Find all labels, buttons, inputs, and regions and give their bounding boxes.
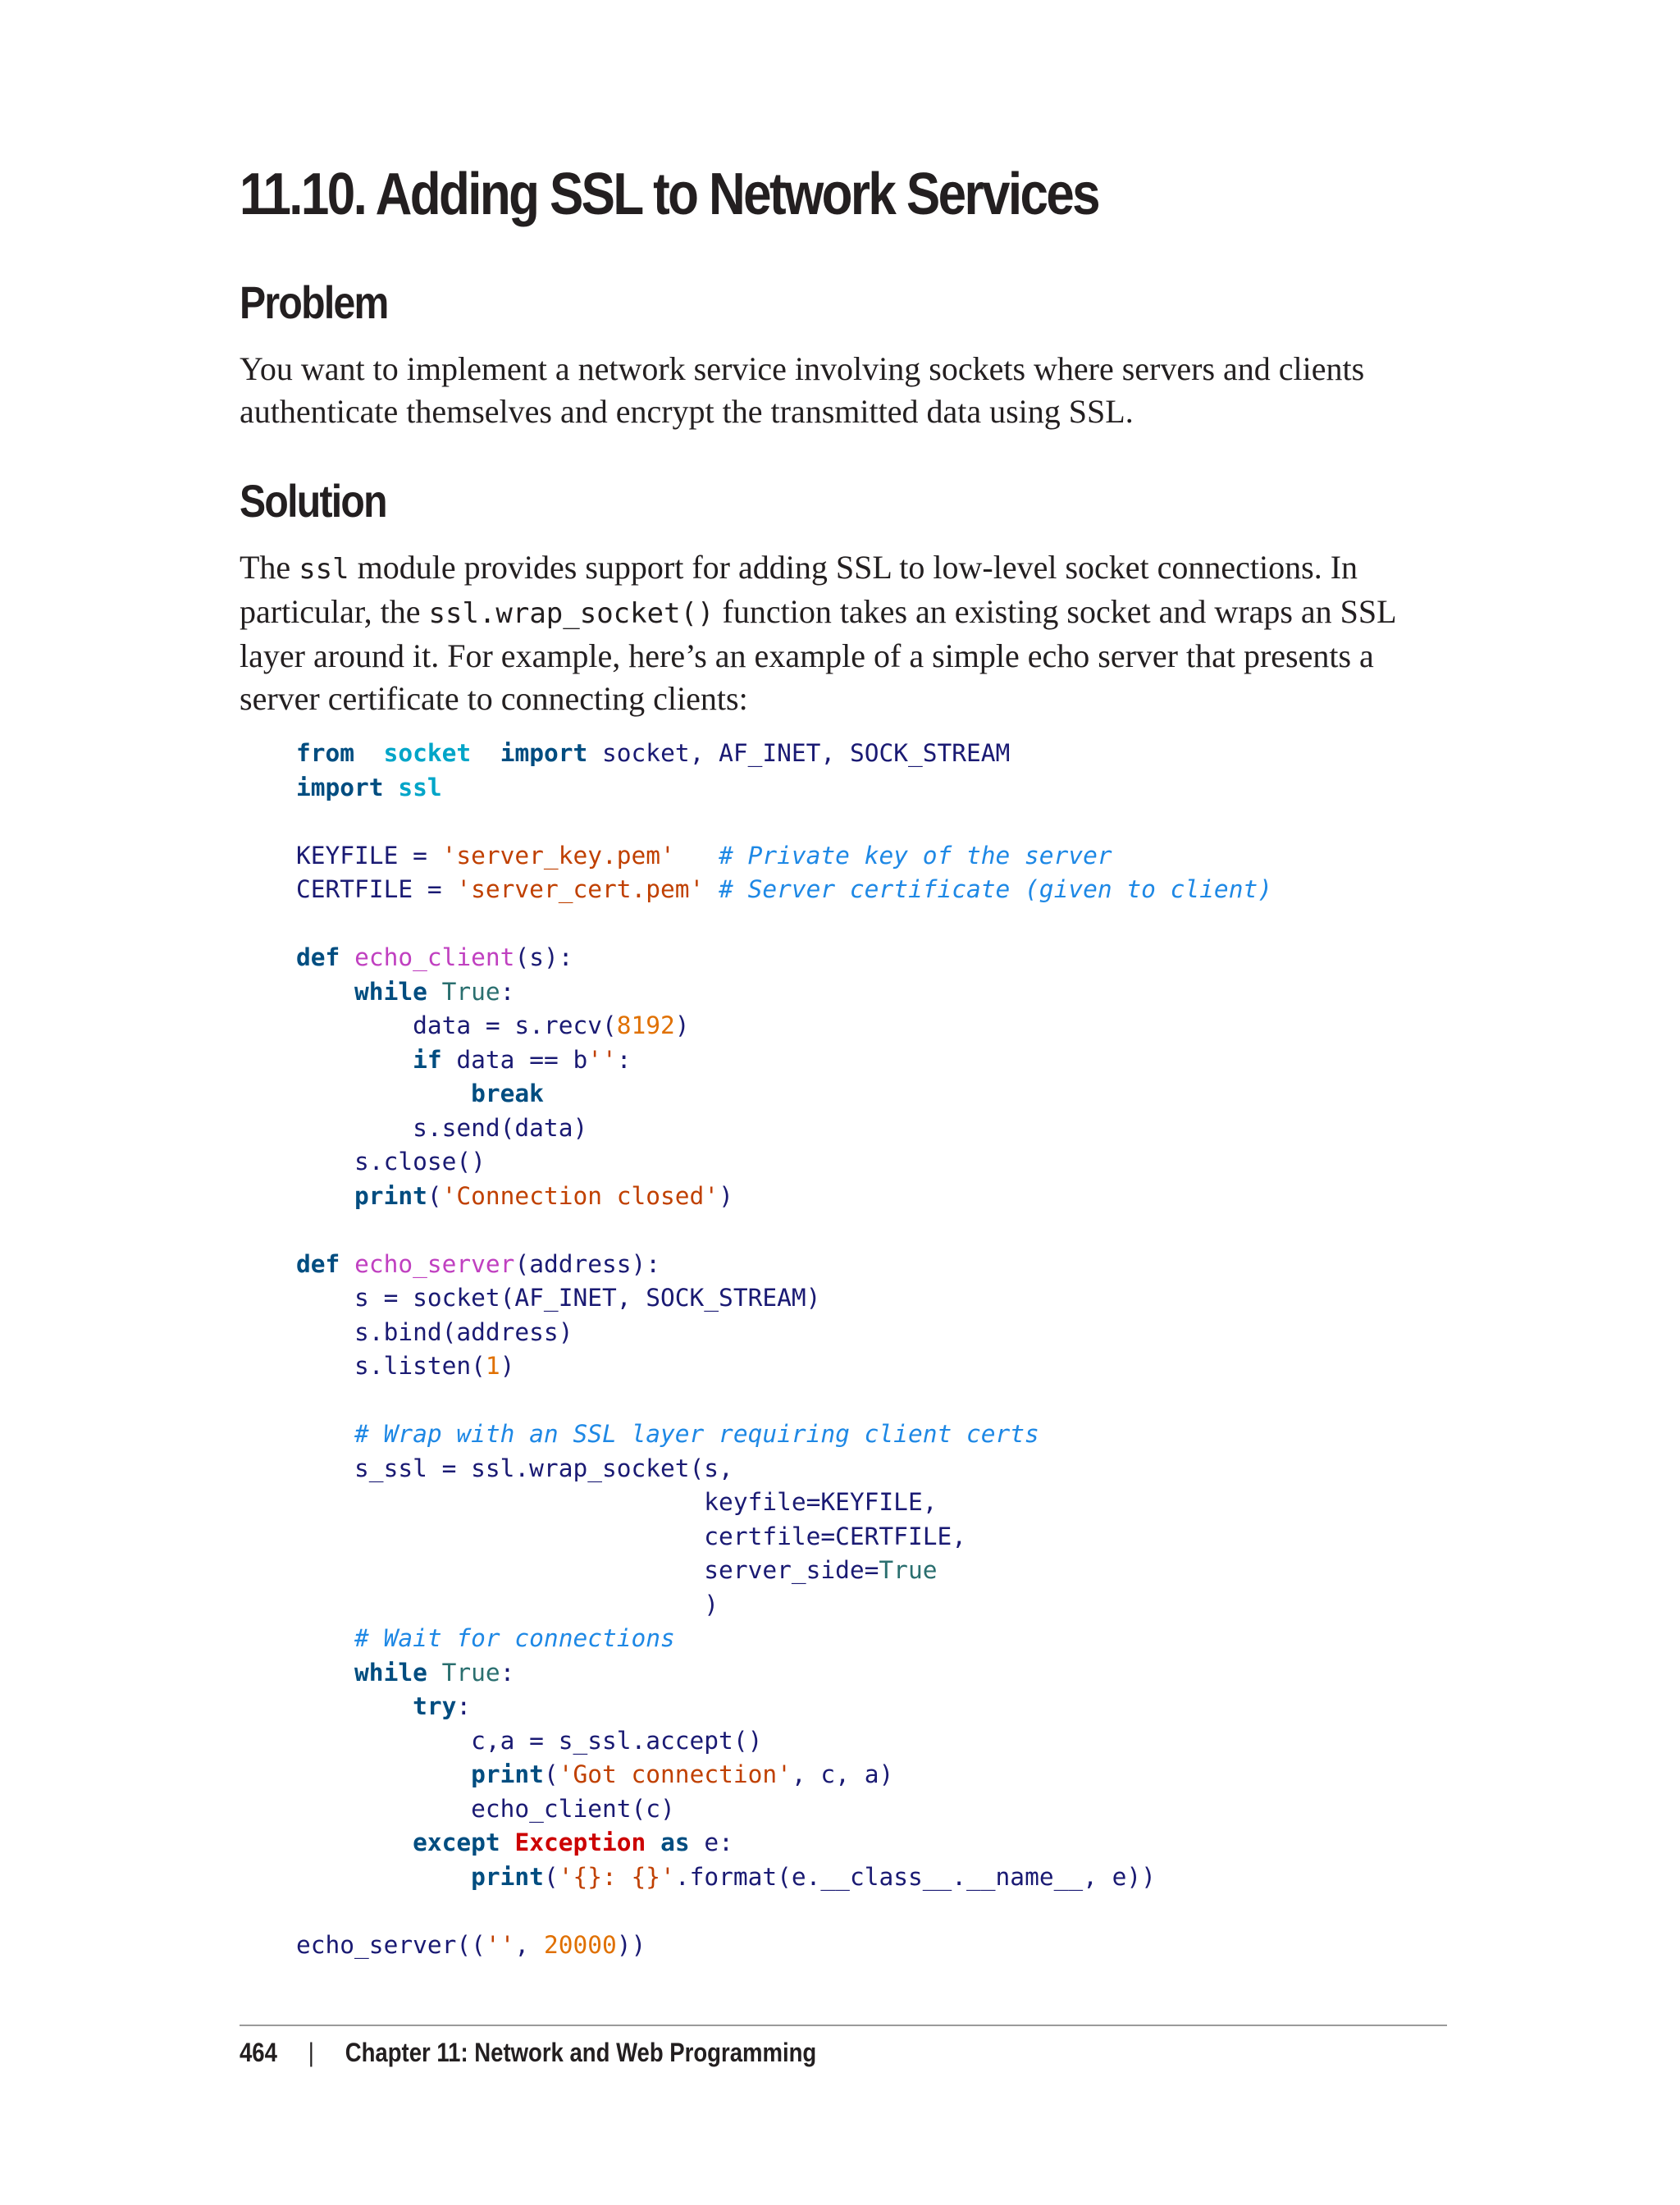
code-token xyxy=(296,1080,471,1107)
code-token: ssl xyxy=(398,773,442,801)
code-token: except xyxy=(413,1828,500,1856)
problem-line-2: authenticate themselves and encrypt the transmitted data using SSL. xyxy=(240,393,1134,430)
problem-line-1: You want to implement a network service involving sockets where servers and clients xyxy=(240,350,1365,387)
code-token: (address): xyxy=(514,1249,661,1278)
solution-text: module provides support for adding SSL to low-level socket connections. In xyxy=(349,549,1358,586)
solution-line-4: server certificate to connecting clients: xyxy=(240,680,748,717)
code-token: : xyxy=(456,1692,472,1720)
code-token xyxy=(340,1250,354,1278)
code-token: 'Got connection' xyxy=(558,1760,792,1788)
solution-line-3: layer around it. For example, here’s an example of a simple echo server that presents a xyxy=(240,637,1374,674)
code-token: server_side= xyxy=(296,1556,879,1584)
code-token: socket xyxy=(383,739,472,767)
code-token: ( xyxy=(427,1181,442,1210)
code-token xyxy=(296,978,354,1006)
code-token: while xyxy=(354,1658,427,1687)
code-token: KEYFILE = xyxy=(296,841,442,870)
code-token: , xyxy=(514,1930,544,1959)
code-token: 'server_key.pem' xyxy=(441,841,675,870)
code-line xyxy=(296,1520,1272,1554)
page-footer xyxy=(240,2038,816,2068)
inline-code-wrap-socket: ssl.wrap_socket() xyxy=(428,597,714,630)
code-token: echo_client xyxy=(354,943,515,971)
code-token xyxy=(296,1182,354,1210)
code-token: def xyxy=(296,1249,340,1278)
code-token: s.bind(address) xyxy=(296,1317,573,1346)
code-line xyxy=(296,1588,1272,1623)
code-line xyxy=(296,771,1272,806)
code-token xyxy=(704,875,719,903)
code-token xyxy=(427,978,442,1006)
chapter-title: Chapter 11: Network and Web Programming xyxy=(345,2038,817,2067)
code-token: import xyxy=(296,773,384,801)
code-token xyxy=(296,1760,471,1788)
code-line xyxy=(296,1316,1272,1350)
code-token: True xyxy=(441,1658,500,1687)
code-token: e: xyxy=(689,1828,733,1856)
section-title: 11.10. Adding SSL to Network Services xyxy=(240,162,1099,227)
code-token: ) xyxy=(500,1352,515,1380)
solution-text: particular, the xyxy=(240,593,429,630)
code-token: c,a = s_ssl.accept() xyxy=(296,1726,763,1755)
solution-text: function takes an existing socket and wraps an SSL xyxy=(714,593,1397,630)
code-token: , c, a) xyxy=(791,1760,894,1788)
code-line xyxy=(296,1929,1272,1963)
code-token: certfile=CERTFILE, xyxy=(296,1522,966,1550)
code-token xyxy=(296,1624,354,1652)
code-token: : xyxy=(616,1045,632,1074)
code-token: s.send(data) xyxy=(296,1113,588,1142)
code-token xyxy=(427,1659,442,1687)
code-line xyxy=(296,1418,1272,1452)
code-token: # Wait for connections xyxy=(354,1624,675,1652)
code-token: '' xyxy=(485,1930,515,1959)
code-token: ( xyxy=(543,1760,559,1788)
code-token xyxy=(296,1863,471,1891)
code-token: ) xyxy=(674,1011,690,1039)
code-token: # Private key of the server xyxy=(719,841,1112,870)
code-token xyxy=(340,943,354,971)
code-token: echo_client(c) xyxy=(296,1794,675,1823)
code-token: try xyxy=(413,1692,457,1720)
code-token: CERTFILE = xyxy=(296,875,457,903)
code-line xyxy=(296,1792,1272,1827)
code-token: keyfile=KEYFILE, xyxy=(296,1488,938,1516)
inline-code-ssl: ssl xyxy=(299,553,349,586)
code-token: # Server certificate (given to client) xyxy=(719,875,1272,903)
code-token: as xyxy=(660,1828,690,1856)
code-token: True xyxy=(441,977,500,1006)
code-line xyxy=(296,1281,1272,1316)
code-token: def xyxy=(296,943,340,971)
code-token: print xyxy=(354,1181,427,1210)
code-token: echo_server(( xyxy=(296,1930,486,1959)
solution-line-1 xyxy=(240,546,1445,591)
code-token: # Wrap with an SSL layer requiring client certs xyxy=(354,1420,1039,1448)
page-number: 464 xyxy=(240,2038,277,2067)
code-line xyxy=(296,1213,1272,1248)
footer-separator: | xyxy=(308,2038,314,2067)
code-token: data == b xyxy=(441,1045,588,1074)
code-token: s = socket(AF_INET, SOCK_STREAM) xyxy=(296,1284,821,1312)
solution-heading: Solution xyxy=(240,475,386,527)
code-line xyxy=(296,1758,1272,1792)
code-line xyxy=(296,737,1272,771)
code-token xyxy=(471,739,500,767)
code-line xyxy=(296,1043,1272,1078)
code-token: print xyxy=(471,1760,544,1788)
code-line xyxy=(296,1452,1272,1486)
code-line xyxy=(296,907,1272,942)
code-token: if xyxy=(413,1045,442,1074)
code-listing xyxy=(296,737,1272,1962)
code-line xyxy=(296,1724,1272,1759)
code-token: ) xyxy=(719,1181,733,1210)
code-line xyxy=(296,1656,1272,1691)
code-token: while xyxy=(354,977,427,1006)
code-token: ( xyxy=(543,1862,559,1891)
code-token: print xyxy=(471,1862,544,1891)
code-line xyxy=(296,805,1272,839)
code-token: )) xyxy=(616,1930,646,1959)
code-line xyxy=(296,1554,1272,1588)
code-token xyxy=(296,1828,413,1856)
code-line xyxy=(296,1384,1272,1418)
code-token: s.listen( xyxy=(296,1352,486,1380)
code-token: data = s.recv( xyxy=(296,1011,617,1039)
footer-divider xyxy=(240,2025,1447,2026)
code-token: '' xyxy=(587,1045,617,1074)
solution-paragraph xyxy=(240,546,1445,720)
code-token: 1 xyxy=(485,1352,500,1380)
code-line xyxy=(296,1826,1272,1860)
code-token: .format(e.__class__.__name__, e)) xyxy=(674,1862,1156,1891)
code-token xyxy=(675,842,719,870)
code-line xyxy=(296,1180,1272,1214)
code-token: s_ssl = ssl.wrap_socket(s, xyxy=(296,1454,733,1482)
code-token: echo_server xyxy=(354,1249,515,1278)
code-token: s.close() xyxy=(296,1148,486,1176)
code-line xyxy=(296,1349,1272,1384)
code-token: break xyxy=(471,1080,544,1107)
code-line xyxy=(296,1077,1272,1112)
code-line xyxy=(296,975,1272,1010)
code-token xyxy=(646,1828,660,1856)
code-line xyxy=(296,1248,1272,1282)
code-token: import xyxy=(500,739,588,767)
code-token: : xyxy=(500,1658,515,1687)
code-token: (s): xyxy=(514,943,573,971)
code-line xyxy=(296,1145,1272,1180)
code-line xyxy=(296,1622,1272,1656)
code-line xyxy=(296,1690,1272,1724)
code-token: socket, AF_INET, SOCK_STREAM xyxy=(587,739,1011,767)
code-token: 'Connection closed' xyxy=(441,1181,719,1210)
code-token: 8192 xyxy=(616,1011,675,1039)
problem-heading: Problem xyxy=(240,276,388,328)
code-token xyxy=(296,1420,354,1448)
code-token xyxy=(296,1046,413,1074)
problem-paragraph xyxy=(240,348,1445,433)
code-token xyxy=(296,1659,354,1687)
code-line xyxy=(296,941,1272,975)
code-line xyxy=(296,1112,1272,1146)
code-line xyxy=(296,1486,1272,1520)
code-token xyxy=(500,1828,515,1856)
code-token: from xyxy=(296,739,355,767)
code-token: ) xyxy=(296,1590,719,1618)
code-line xyxy=(296,839,1272,874)
solution-line-2 xyxy=(240,591,1445,635)
code-token xyxy=(354,739,384,767)
code-line xyxy=(296,873,1272,907)
code-token xyxy=(384,774,399,801)
code-token: Exception xyxy=(514,1828,646,1856)
code-token: 'server_cert.pem' xyxy=(456,875,705,903)
code-token xyxy=(296,1692,413,1720)
code-token: 20000 xyxy=(543,1930,617,1959)
code-line xyxy=(296,1860,1272,1895)
solution-text: The xyxy=(240,549,299,586)
code-token: True xyxy=(879,1556,938,1584)
code-line xyxy=(296,1009,1272,1043)
code-token: '{}: {}' xyxy=(558,1862,675,1891)
code-token: : xyxy=(500,977,515,1006)
code-line xyxy=(296,1894,1272,1929)
